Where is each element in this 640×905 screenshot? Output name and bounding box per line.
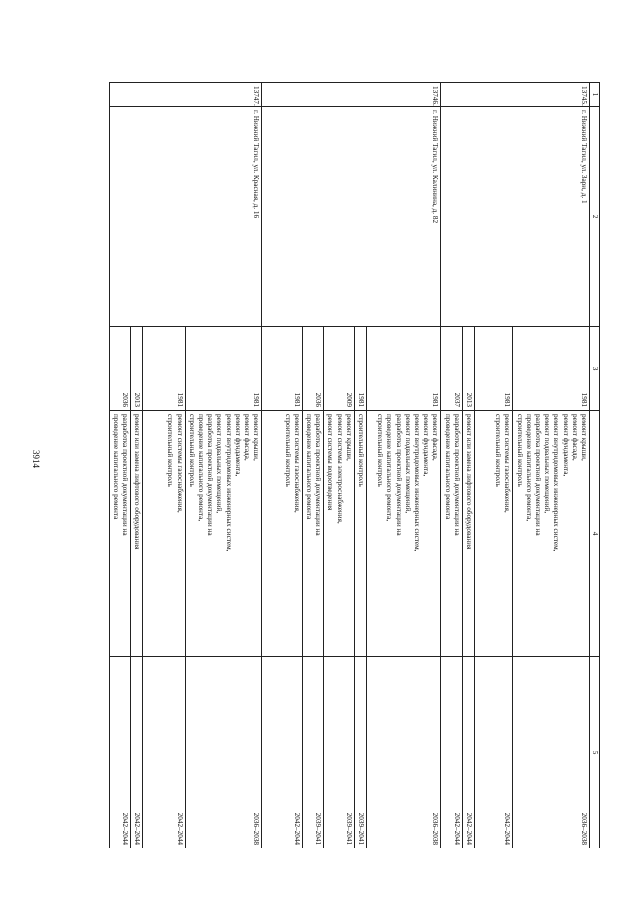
work-item: строительный контроль (283, 414, 292, 487)
repair-period: 2039–2041 (302, 657, 323, 849)
work-item: разработка проектной документации на (206, 414, 215, 536)
house-number: 13747. (109, 83, 262, 107)
works-cell (462, 411, 474, 657)
header-row (590, 83, 600, 849)
work-item: ремонт крыши, (252, 414, 261, 461)
house-number: 13745. (441, 83, 590, 107)
install-year: 2036 (109, 327, 130, 411)
works-cell (474, 411, 512, 657)
table-stage (82, 82, 600, 848)
work-item: проведение капитального ремонта, (524, 414, 533, 522)
work-item: проведение капитального ремонта, (197, 414, 206, 522)
install-year: 1981 (262, 327, 302, 411)
repair-period: 2036–2038 (185, 657, 262, 849)
work-item: разработка проектной документации на (533, 414, 542, 536)
works-cell (441, 411, 462, 657)
works-cell (354, 411, 366, 657)
install-year: 2037 (441, 327, 462, 411)
work-item: разработка проектной документации на (314, 414, 323, 536)
works-cell (366, 411, 440, 657)
install-year: 1981 (366, 327, 440, 411)
rotated-page (82, 82, 600, 848)
work-item: ремонт фасада, (431, 414, 440, 461)
install-year: 1981 (513, 327, 590, 411)
work-item: проведение капитального ремонта (111, 414, 120, 520)
repair-period: 2042–2044 (262, 657, 302, 849)
work-item: ремонт системы газоснабжения, (175, 414, 184, 513)
table-row (366, 83, 440, 849)
work-item: строительный контроль (515, 414, 524, 487)
work-item: строительный контроль (166, 414, 175, 487)
work-item: ремонт крыши, (580, 414, 588, 461)
work-item: проведение капитального ремонта, (385, 414, 394, 522)
repair-period: 2039–2041 (324, 657, 355, 849)
work-item: ремонт системы водоотведения (326, 414, 335, 511)
works-cell (185, 411, 262, 657)
repair-period: 2042–2044 (474, 657, 512, 849)
install-year: 1981 (354, 327, 366, 411)
work-item: ремонт крыши, (344, 414, 353, 461)
work-item: ремонт подвальных помещений, (403, 414, 412, 514)
work-item: проведение капитального ремонта (443, 414, 452, 520)
works-cell (302, 411, 323, 657)
header-col-4: 4 (590, 411, 600, 657)
install-year: 2009 (324, 327, 355, 411)
house-number: 13746. (262, 83, 441, 107)
work-item: строительный контроль (376, 414, 385, 487)
header-col-1: 1 (590, 83, 600, 107)
header-col-5: 5 (590, 657, 600, 849)
repair-period: 2042–2044 (441, 657, 462, 849)
works-cell (324, 411, 355, 657)
work-item: ремонт подвальных помещений, (543, 414, 552, 514)
table-row (185, 83, 262, 849)
header-col-3: 3 (590, 327, 600, 411)
repair-period: 2042–2044 (462, 657, 474, 849)
work-item: ремонт фундамента, (561, 414, 570, 477)
install-year: 1981 (185, 327, 262, 411)
repair-period: 2036–2038 (366, 657, 440, 849)
house-address: г. Нижний Тагил, ул. Зари, д. 1 (441, 107, 590, 327)
install-year: 2013 (131, 327, 143, 411)
work-item: ремонт подвальных помещений, (215, 414, 224, 514)
work-item: ремонт системы электроснабжения, (335, 414, 344, 524)
repair-period: 2042–2044 (109, 657, 130, 849)
work-item: ремонт фундамента, (233, 414, 242, 477)
work-item: проведение капитального ремонта (304, 414, 313, 520)
install-year: 1981 (143, 327, 185, 411)
work-item: ремонт фасада, (570, 414, 579, 461)
install-year: 1981 (474, 327, 512, 411)
works-cell (513, 411, 590, 657)
work-item: строительный контроль (356, 414, 365, 487)
table-row (513, 83, 590, 849)
works-cell (131, 411, 143, 657)
install-year: 2036 (302, 327, 323, 411)
work-item: ремонт внутридомовых инженерных систем, (552, 414, 561, 552)
install-year: 2013 (462, 327, 474, 411)
repair-period: 2042–2044 (131, 657, 143, 849)
work-item: разработка проектной документации на (121, 414, 130, 536)
works-cell (262, 411, 302, 657)
work-item: строительный контроль (494, 414, 503, 487)
house-address: г. Нижний Тагил, ул. Красная, д. 16 (109, 107, 262, 327)
work-item: ремонт фундамента, (422, 414, 431, 477)
work-item: разработка проектной документации на (394, 414, 403, 536)
header-col-2: 2 (590, 107, 600, 327)
repair-period: 2039–2041 (354, 657, 366, 849)
work-item: ремонт фасада, (243, 414, 252, 461)
house-address: г. Нижний Тагил, ул. Калинина, д. 82 (262, 107, 441, 327)
work-item: ремонт внутридомовых инженерных систем, (224, 414, 233, 552)
work-item: ремонт системы газоснабжения, (503, 414, 512, 513)
page-number: 3914 (31, 450, 41, 468)
repair-period: 2036–2038 (513, 657, 590, 849)
work-item: ремонт или замена лифтового оборудования (464, 414, 473, 550)
work-item: ремонт системы газоснабжения, (292, 414, 301, 513)
works-cell (143, 411, 185, 657)
repair-schedule-table (109, 82, 600, 848)
repair-period: 2042–2044 (143, 657, 185, 849)
work-item: строительный контроль (187, 414, 196, 487)
works-cell (109, 411, 130, 657)
work-item: ремонт или замена лифтового оборудования (133, 414, 142, 550)
work-item: разработка проектной документации на (452, 414, 461, 536)
work-item: ремонт внутридомовых инженерных систем, (412, 414, 421, 552)
